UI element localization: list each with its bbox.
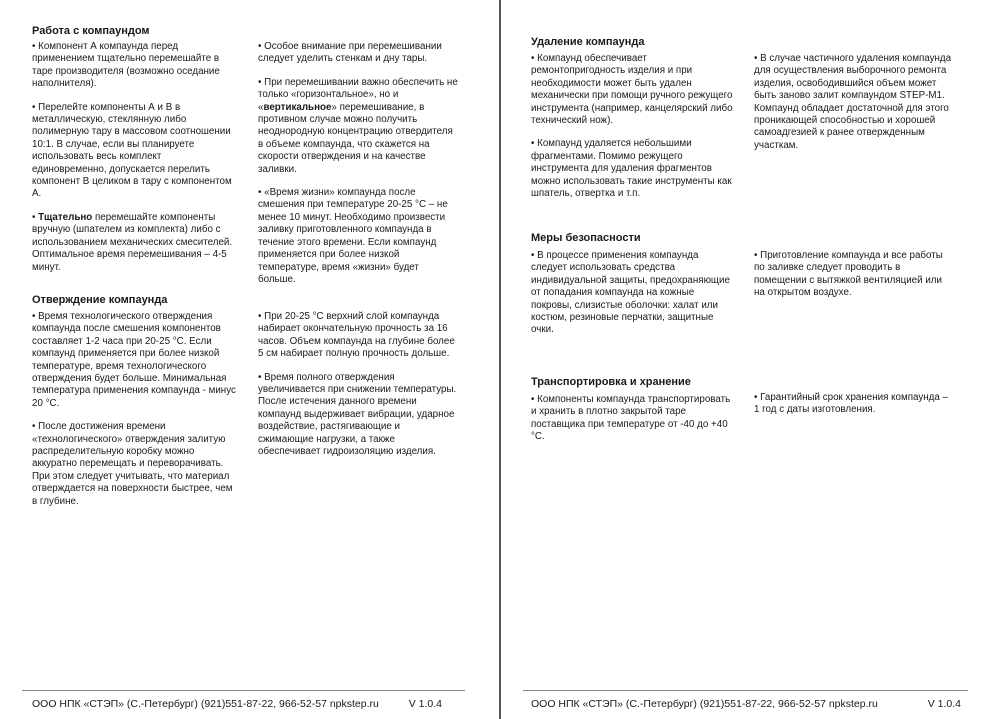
right-page (501, 0, 1000, 719)
section-transport-col1 (531, 394, 736, 455)
section-title-safety: Меры безопасности (531, 232, 641, 244)
section-removal-col2 (754, 53, 954, 163)
section-title-transport: Транспортировка и хранение (531, 376, 691, 388)
paragraph: • Особое внимание при перемешивании следует уделить стенкам и дну тары. (258, 41, 442, 65)
footer (32, 697, 442, 711)
paragraph: • Компонент А компаунда перед применением тщательно перемешайте в таре производителя (возможно оседание наполнителя). (32, 41, 220, 90)
section-safety-col2 (754, 250, 954, 311)
paragraph: • «Время жизни» компаунда после смешения при температуре 20-25 °С – не менее 10 минут. Необходимо произвести заливку приготовленного компаунда в течение этого времени. Если компаунд применяется при более низкой температуре, время «жизни» будет больше. (258, 187, 448, 285)
section-title-curing: Отверждение компаунда (32, 294, 168, 306)
paragraph: • Компаунд обеспечивает ремонтопригодность изделия и при необходимости может быть удален механически при помощи ручного режущего инструмента (например, канцелярский либо технический нож). (531, 53, 733, 127)
paragraph: • Компоненты компаунда транспортировать и хранить в плотно закрытой таре поставщика при температуре от -40 до +40 °С. (531, 394, 731, 443)
paragraph: • Приготовление компаунда и все работы по заливке следует проводить в помещении с вытяжкой вентиляцией или на открытом воздухе. (754, 250, 943, 299)
paragraph: • Тщательно перемешайте компоненты вручную (шпателем из комплекта) либо с использованием механических смесителей. Оптимальное время перемешивания – 4-5 минут. (32, 211, 233, 273)
section-work-col1 (32, 41, 237, 285)
paragraph: • При 20-25 °С верхний слой компаунда набирает окончательную прочность за 16 часов. Объем компаунда на глубине более 5 см набирает полную прочность дольше. (258, 311, 455, 360)
paragraph: • При перемешивании важно обеспечить не только «горизонтальное», но и «вертикальное» перемешивание, в противном случае можно получить неоднородную концентрацию отвердителя в объеме компаунда, что скажется на скорости отверждения и на качестве заливки. (258, 76, 458, 175)
section-transport-col2 (754, 392, 954, 428)
footer (531, 697, 961, 711)
left-page (0, 0, 499, 719)
paragraph: • В случае частичного удаления компаунда для осуществления выборочного ремонта изделия, освободившийся объем может быть заново залит компаундом STEP-M1. Компаунд обладает достаточной для этого проникающей способностью и хорошей самоадгезией к ранее отвержденным участкам. (754, 53, 952, 151)
section-title-work: Работа с компаундом (32, 25, 150, 37)
footer-company: ООО НПК «СТЭП» (С.-Петербург) (921)551-87-22, 966-52-57 npkstep.ru (32, 698, 379, 710)
section-title-removal: Удаление компаунда (531, 36, 645, 48)
section-work-col2 (258, 41, 458, 297)
paragraph: • После достижения времени «технологического» отверждения залитую распределительную коробку можно аккуратно перемещать и переворачивать. При этом следует учитывать, что материал отверждается на поверхности быстрее, чем в глубине. (32, 421, 233, 507)
footer-rule (22, 690, 465, 691)
section-curing-col1 (32, 311, 237, 519)
paragraph: • Гарантийный срок хранения компаунда – 1 год с даты изготовления. (754, 392, 948, 416)
paragraph: • В процессе применения компаунда следует использовать средства индивидуальной защиты, предохраняющие от попадания компаунда на кожные покровы, слизистые оболочки: халат или костюм, резиновые перчатки, защитные очки. (531, 250, 730, 336)
footer-rule (523, 690, 968, 691)
paragraph: • Компаунд удаляется небольшими фрагментами. Помимо режущего инструмента для удаления фрагментов можно использовать такие инструменты как шпатель, отвертка и т.п. (531, 138, 732, 200)
section-removal-col1 (531, 53, 736, 211)
paragraph: • Время технологического отверждения компаунда после смешения компонентов составляет 1-2 часа при 20-25 °С. Если компаунд применяется при более низкой температуре, время технологического отверждения будет больше. Минимальная температура применения компаунда - минус 20 °С. (32, 311, 236, 409)
section-safety-col1 (531, 250, 736, 348)
section-curing-col2 (258, 311, 458, 469)
paragraph: • Время полного отверждения увеличивается при снижении температуры. После истечения данного времени компаунд выдерживает вибрации, ударное воздействие, растягивающие и сжимающие нагрузки, а также обеспечивает гидроизоляцию изделия. (258, 371, 457, 458)
footer-company: ООО НПК «СТЭП» (С.-Петербург) (921)551-87-22, 966-52-57 npkstep.ru (531, 698, 878, 710)
paragraph: • Перелейте компоненты А и В в металлическую, стеклянную либо полимерную тару в массовом соотношении 10:1. В случае, если вы планируете использовать весь комплект единовременно, допускается перелить компонент В целиком в тару с компонентом А. (32, 101, 232, 200)
footer-version: V 1.0.4 (927, 698, 961, 710)
footer-version: V 1.0.4 (408, 698, 442, 710)
